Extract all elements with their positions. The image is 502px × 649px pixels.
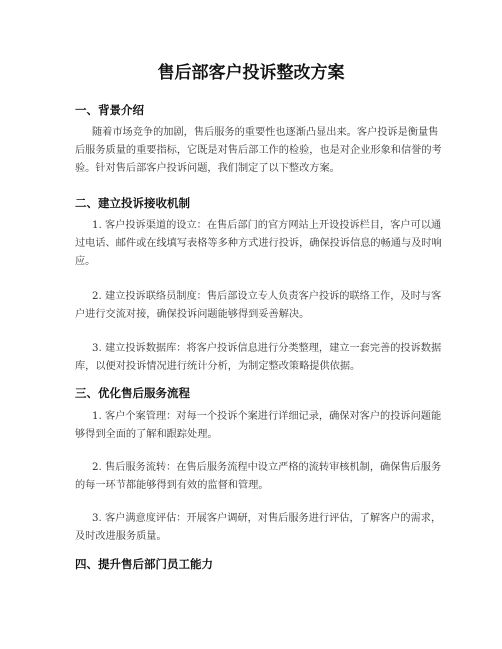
text-line: 验。针对售后部客户投诉问题，我们制定了以下整改方案。 [75, 163, 340, 174]
text-line: 及时改进服务质量。 [75, 531, 167, 542]
paragraph-background [75, 124, 442, 178]
text-line: 1. 客户个案管理：对每一个投诉个案进行详细记录，确保对客户的投诉问题能 [92, 411, 442, 422]
text-line: 户进行交流对接，确保投诉问题能够得到妥善解决。 [75, 309, 310, 320]
paragraph-complaint-database [75, 340, 442, 376]
section-heading-staff-capability: 四、提升售后部门员工能力 [75, 557, 213, 571]
paragraph-satisfaction-assessment [75, 510, 442, 546]
text-line: 随着市场竞争的加剧，售后服务的重要性也逐渐凸显出来。客户投诉是衡量售 [92, 127, 439, 138]
text-line: 3. 客户满意度评估：开展客户调研，对售后服务进行评估，了解客户的需求， [92, 513, 442, 524]
text-line: 3. 建立投诉数据库：将客户投诉信息进行分类整理，建立一套完善的投诉数据 [92, 343, 442, 354]
paragraph-complaint-channels [75, 217, 442, 271]
section-heading-background: 一、背景介绍 [75, 103, 144, 117]
section-heading-complaint-intake: 二、建立投诉接收机制 [75, 196, 190, 210]
text-line: 过电话、邮件或在线填写表格等多种方式进行投诉，确保投诉信息的畅通与及时响 [75, 238, 442, 249]
text-line: 应。 [75, 256, 96, 267]
paragraph-case-management [75, 408, 442, 444]
paragraph-liaison-system [75, 288, 442, 324]
text-line: 的每一环节都能够得到有效的监督和管理。 [75, 480, 269, 491]
text-line: 够得到全面的了解和跟踪处理。 [75, 429, 218, 440]
text-line: 2. 售后服务流转：在售后服务流程中设立严格的流转审核机制，确保售后服务 [92, 462, 442, 473]
paragraph-service-flow [75, 459, 442, 495]
text-line: 2. 建立投诉联络员制度：售后部设立专人负责客户投诉的联络工作，及时与客 [92, 291, 442, 302]
document-title: 售后部客户投诉整改方案 [157, 63, 345, 83]
text-line: 后服务质量的重要指标，它既是对售后部工作的检验，也是对企业形象和信誉的考 [75, 145, 442, 156]
text-line: 1. 客户投诉渠道的设立：在售后部门的官方网站上开设投诉栏目，客户可以通 [92, 220, 442, 231]
text-line: 库，以便对投诉情况进行统计分析，为制定整改策略提供依据。 [75, 361, 361, 372]
section-heading-service-process: 三、优化售后服务流程 [75, 386, 190, 400]
